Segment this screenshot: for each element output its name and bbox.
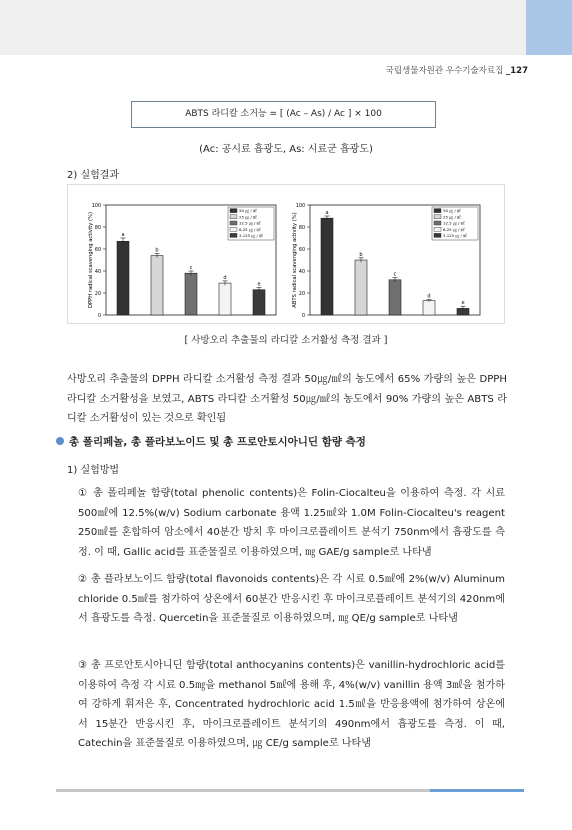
legend-label: 6.25 ㎍ / ㎖ [239, 226, 261, 232]
y-tick-label: 20 [298, 292, 305, 297]
y-tick-label: 40 [94, 270, 101, 275]
y-tick-label: 60 [94, 248, 101, 253]
significance-letter: b [155, 247, 159, 254]
footer-accent [430, 789, 524, 792]
bar [117, 241, 129, 315]
y-tick-label: 100 [91, 204, 101, 209]
legend-swatch [230, 233, 237, 237]
significance-letter: d [223, 274, 227, 281]
y-tick-label: 20 [94, 292, 101, 297]
legend-swatch [230, 221, 237, 225]
bar [219, 283, 231, 315]
bar [185, 273, 197, 315]
formula-box: ABTS 라디칼 소거능 = [ (Ac – As) / Ac ] × 100 [131, 101, 436, 128]
section-title: 총 폴리페놀, 총 플라보노이드 및 총 프로안토시아니딘 함량 측정 [69, 436, 366, 448]
legend-label: 12.5 ㎍ / ㎖ [443, 220, 465, 226]
bar [355, 260, 367, 315]
legend-swatch [434, 227, 441, 231]
legend-swatch [230, 209, 237, 213]
top-band [0, 0, 572, 55]
top-accent [526, 0, 572, 55]
legend-label: 50 ㎍ / ㎖ [239, 208, 257, 214]
method-item-2: ② 총 플라보노이드 함량(total flavonoids contents)은 각 시료 0.5㎖에 2%(w/v) Aluminum chloride 0.5㎖를 첨가하여 상온에서 60분간 반응시킨 후 마이크로플레이트 분석기의 420nm에서 흡광도를 측정. Quercetin을 표준물질로 이용하였으며, ㎎ QE/g sample로 나타냄 [78, 574, 505, 625]
legend-swatch [434, 215, 441, 219]
abts-chart [290, 185, 490, 323]
method-item-3: ③ 총 프로안토시아니딘 함량(total anthocyanins contents)은 vanillin-hydrochloric acid를 이용하여 측정 각 시료 0.5㎎을 methanol 5㎖에 용해 후, 4%(w/v) vanillin 용액 3㎖을 첨가하여 강하게 휘저은 후, Concentrated hydrochloric acid 1.5㎖을 반응용액에 첨가하여 상온에서 15분간 반응시킨 후, 마이크로플레이트 분석기의 490nm에서 흡광도를 측정. 이 때, Catechin을 표준물질로 이용하였으며, ㎍ CE/g sample로 나타냄 [78, 660, 505, 750]
legend-label: 12.5 ㎍ / ㎖ [239, 220, 261, 226]
result-paragraph: 사방오리 추출물의 DPPH 라디칼 소거활성 측정 결과 50㎍/㎖의 농도에서 65% 가량의 높은 DPPH 라디칼 소거활성을 보였고, ABTS 라디칼 소거활성 50㎍/㎖의 농도에서 90% 가량의 높은 ABTS 라디칼 소거활성이 있는 것으로 확인됨 [67, 374, 507, 424]
bar [253, 290, 265, 315]
page-number: _127 [506, 66, 528, 76]
significance-letter: d [427, 293, 431, 300]
bullet-icon [56, 437, 64, 445]
significance-letter: a [325, 210, 329, 216]
significance-letter: a [121, 232, 125, 238]
y-tick-label: 0 [97, 314, 101, 319]
y-tick-label: 40 [298, 270, 305, 275]
figure-caption: [ 사방오리 추출물의 라디칼 소거활성 측정 결과 ] [184, 335, 388, 346]
subsection-results: 2) 실험결과 [67, 170, 120, 181]
y-axis-label: DPPH radical scavenging activity (%) [88, 212, 94, 308]
legend-swatch [434, 233, 441, 237]
legend-label: 25 ㎍ / ㎖ [239, 214, 257, 220]
legend-swatch [434, 221, 441, 225]
y-tick-label: 80 [298, 226, 305, 231]
y-tick-label: 60 [298, 248, 305, 253]
bar [423, 301, 435, 315]
bar [389, 280, 401, 315]
y-axis-label: ABTS radical scavenging activity (%) [292, 212, 298, 308]
bar [151, 256, 163, 315]
significance-letter: b [359, 251, 363, 258]
significance-letter: c [393, 271, 397, 278]
legend-label: 50 ㎍ / ㎖ [443, 208, 461, 214]
subsection-methods: 1) 실험방법 [67, 465, 120, 476]
legend-label: 3.125 ㎍ / ㎖ [239, 233, 263, 238]
figure-box [67, 184, 505, 324]
formula-note: (Ac: 공시료 흡광도, As: 시료군 흡광도) [199, 144, 373, 155]
legend-label: 3.125 ㎍ / ㎖ [443, 233, 467, 238]
running-header [386, 64, 528, 76]
y-tick-label: 100 [295, 204, 305, 209]
legend-swatch [230, 227, 237, 231]
legend-label: 6.25 ㎍ / ㎖ [443, 226, 465, 232]
legend-label: 25 ㎍ / ㎖ [443, 214, 461, 220]
y-tick-label: 80 [94, 226, 101, 231]
significance-letter: e [461, 300, 465, 307]
legend-swatch [230, 215, 237, 219]
section-heading [56, 434, 366, 449]
dpph-chart [86, 185, 286, 323]
significance-letter: c [189, 265, 193, 271]
header-title: 국립생물자원관 우수기술자료집 [385, 66, 504, 76]
legend-swatch [434, 209, 441, 213]
method-item-1: ① 총 폴리페놀 함량(total phenolic contents)은 Folin-Ciocalteu을 이용하여 측정. 각 시료 500㎖에 12.5%(w/v) Sodium carbonate 용액 1.25㎖와 1.0M Folin-Ciocalteu's reagent 250㎖를 혼합하여 암소에서 40분간 방치 후 마이크로플레이트 분석기 750nm에서 흡광도를 측정. 이 때, Gallic acid를 표준물질로 이용하였으며, ㎎ GAE/g sample로 나타냄 [78, 488, 505, 558]
significance-letter: e [257, 281, 261, 288]
y-tick-label: 0 [301, 314, 305, 319]
bar [321, 218, 333, 315]
